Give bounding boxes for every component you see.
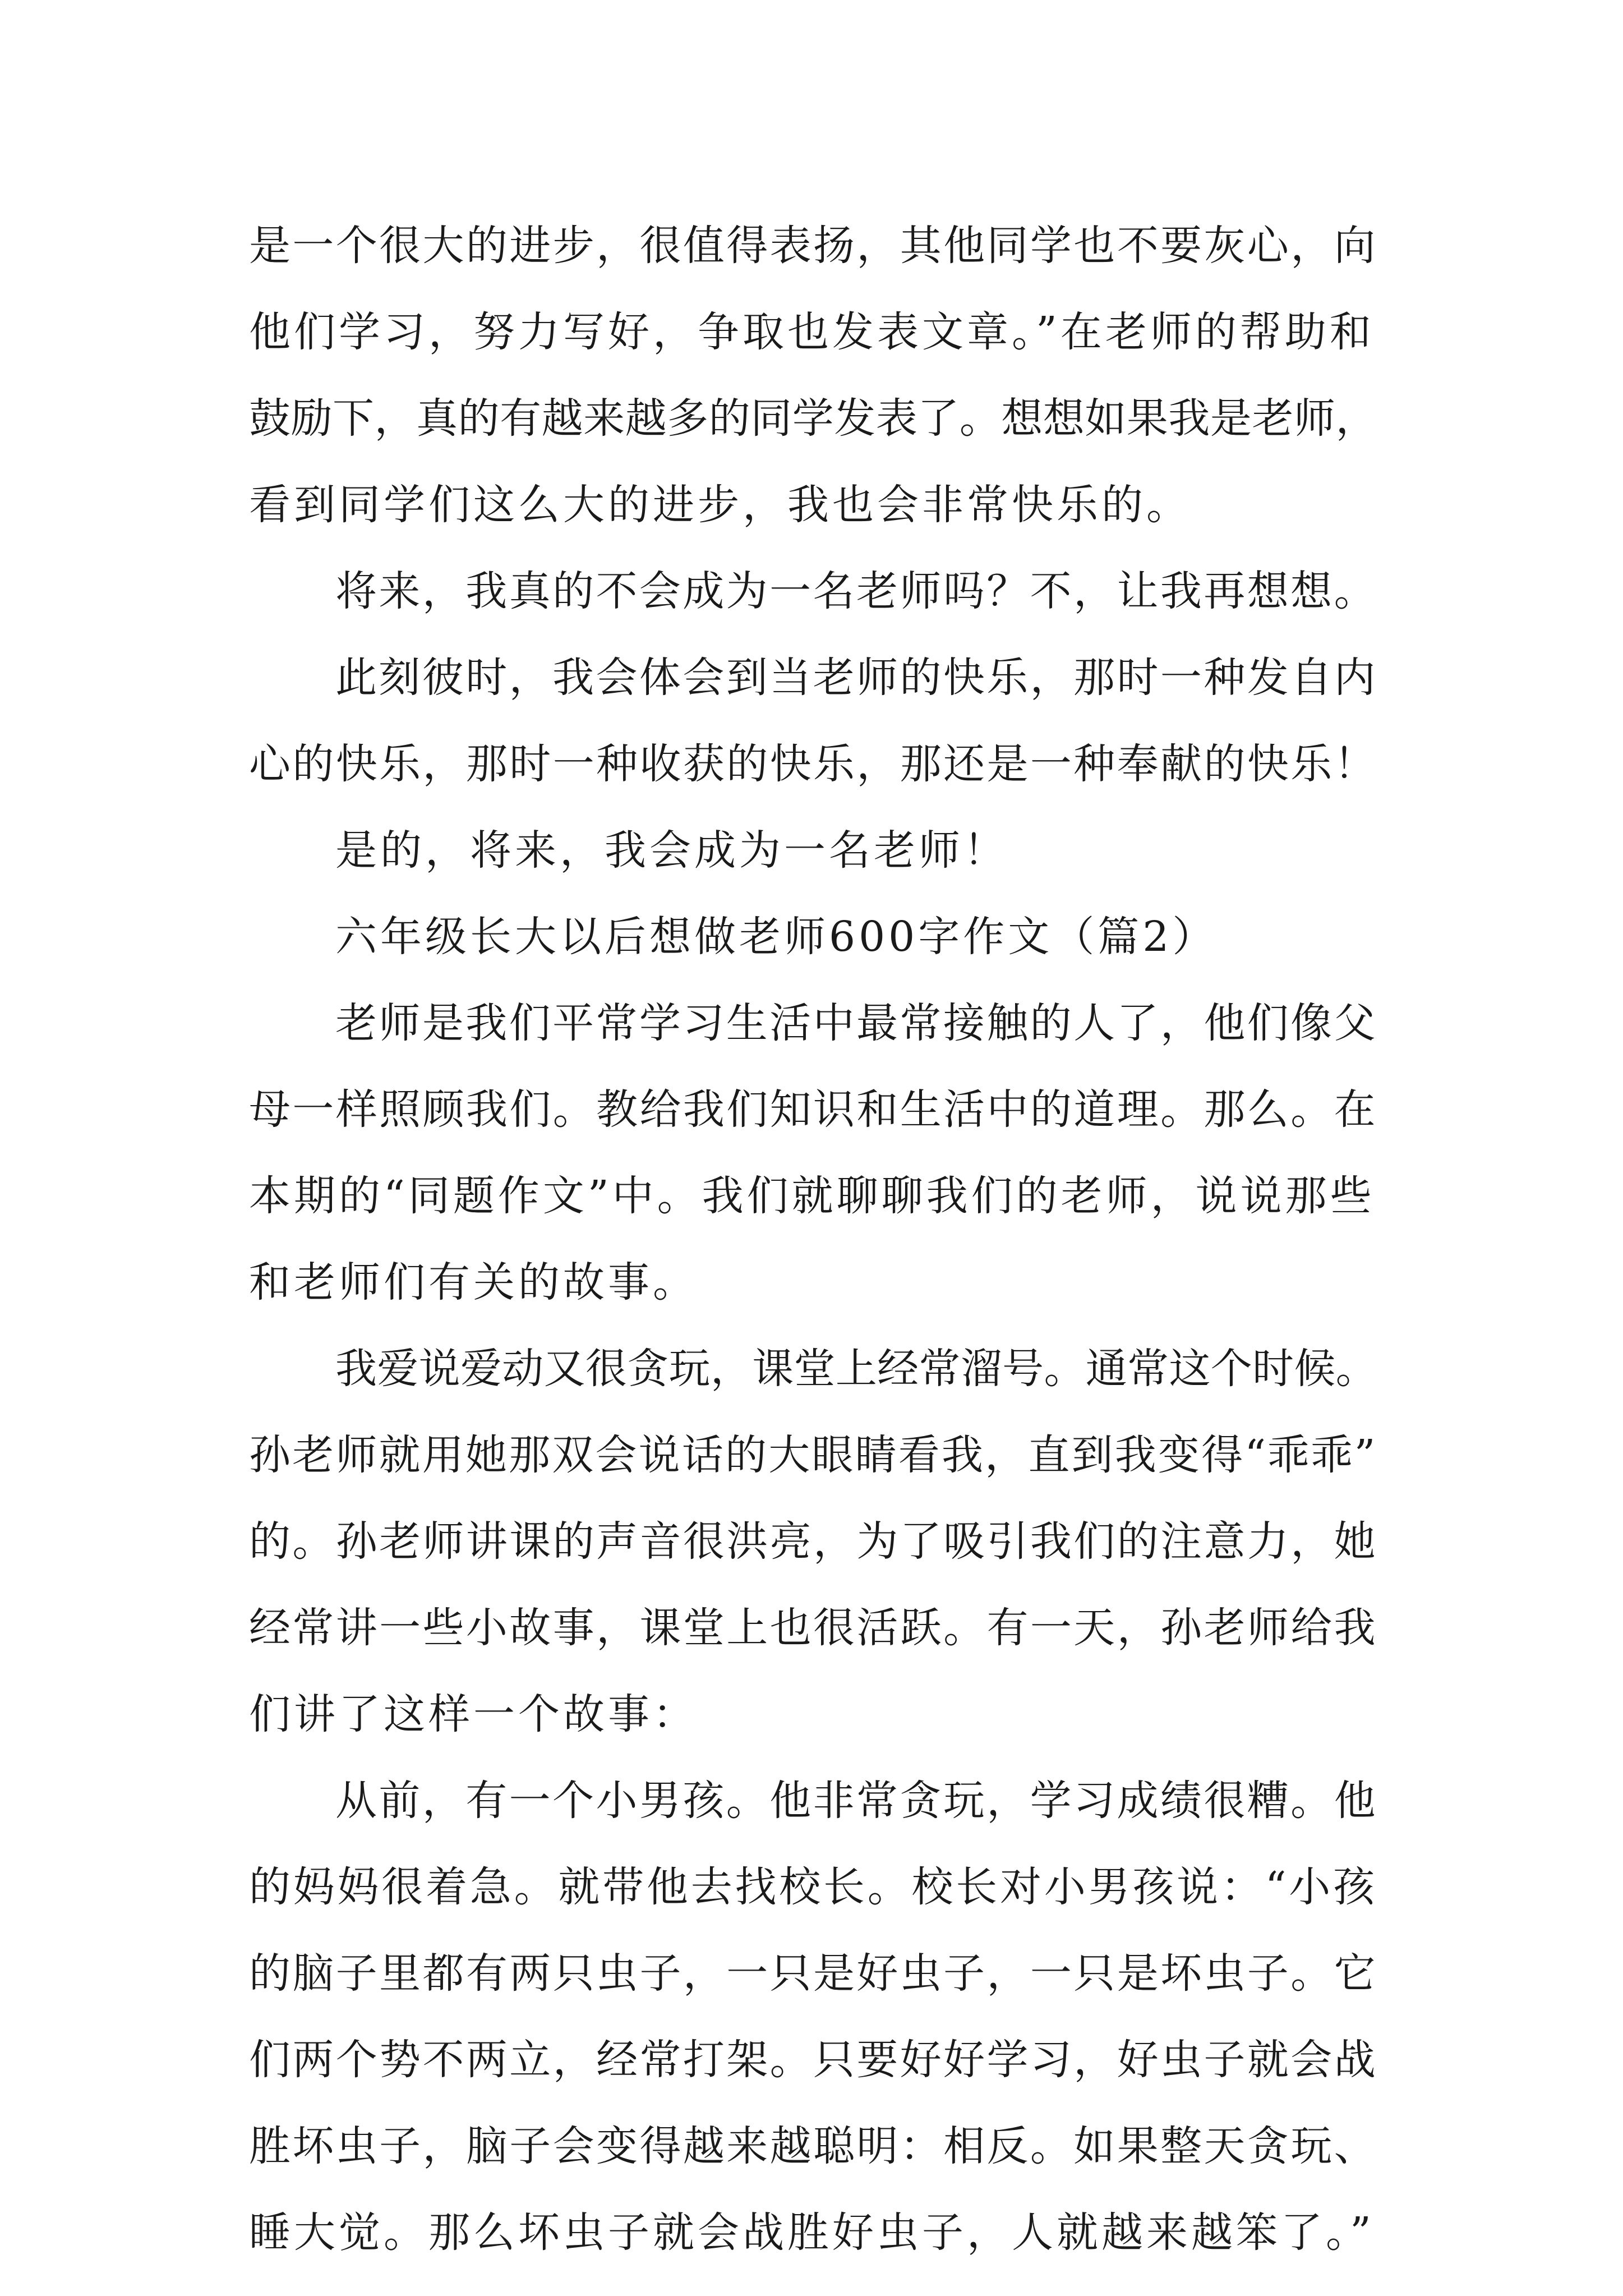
text-line: 们两个势不两立，经常打架。只要好好学习，好虫子就会战 bbox=[249, 2036, 1377, 2084]
text-line: 母一样照顾我们。教给我们知识和生活中的道理。那么。在 bbox=[249, 1085, 1377, 1134]
text-line: 孙老师就用她那双会说话的大眼睛看我，直到我变得“乖乖” bbox=[249, 1431, 1377, 1479]
text-line: 此刻彼时，我会体会到当老师的快乐，那时一种发自内 bbox=[335, 654, 1377, 702]
text-line: 经常讲一些小故事，课堂上也很活跃。有一天，孙老师给我 bbox=[249, 1604, 1377, 1652]
text-line: 是一个很大的进步，很值得表扬，其他同学也不要灰心，向 bbox=[249, 222, 1377, 270]
text-line: 是的，将来，我会成为一名老师！ bbox=[335, 826, 1008, 875]
text-line: 将来，我真的不会成为一名老师吗？不，让我再想想。 bbox=[335, 567, 1377, 615]
text-line: 从前，有一个小男孩。他非常贪玩，学习成绩很糟。他 bbox=[335, 1777, 1377, 1825]
text-line: 的妈妈很着急。就带他去找校长。校长对小男孩说：“小孩 bbox=[249, 1863, 1377, 1911]
text-line: 看到同学们这么大的进步，我也会非常快乐的。 bbox=[249, 481, 1191, 529]
text-line: 我爱说爱动又很贪玩，课堂上经常溜号。通常这个时候。 bbox=[335, 1345, 1377, 1393]
text-line: 鼓励下，真的有越来越多的同学发表了。想想如果我是老师， bbox=[249, 394, 1377, 443]
text-line: 心的快乐，那时一种收获的快乐，那还是一种奉献的快乐！ bbox=[249, 740, 1377, 788]
text-line: 睡大觉。那么坏虫子就会战胜好虫子，人就越来越笨了。” bbox=[249, 2208, 1375, 2257]
text-line: 胜坏虫子，脑子会变得越来越聪明：相反。如果整天贪玩、 bbox=[249, 2122, 1377, 2170]
text-line: 和老师们有关的故事。 bbox=[249, 1258, 698, 1306]
text-line: 他们学习，努力写好，争取也发表文章。”在老师的帮助和 bbox=[249, 308, 1375, 356]
text-line: 老师是我们平常学习生活中最常接触的人了，他们像父 bbox=[335, 999, 1377, 1047]
section-heading: 六年级长大以后想做老师600字作文（篇2） bbox=[335, 913, 1218, 961]
text-line: 们讲了这样一个故事： bbox=[249, 1690, 698, 1738]
text-line: 的脑子里都有两只虫子，一只是好虫子，一只是坏虫子。它 bbox=[249, 1949, 1377, 1998]
text-line: 本期的“同题作文”中。我们就聊聊我们的老师，说说那些 bbox=[249, 1172, 1375, 1220]
text-line: 的。孙老师讲课的声音很洪亮，为了吸引我们的注意力，她 bbox=[249, 1517, 1377, 1566]
